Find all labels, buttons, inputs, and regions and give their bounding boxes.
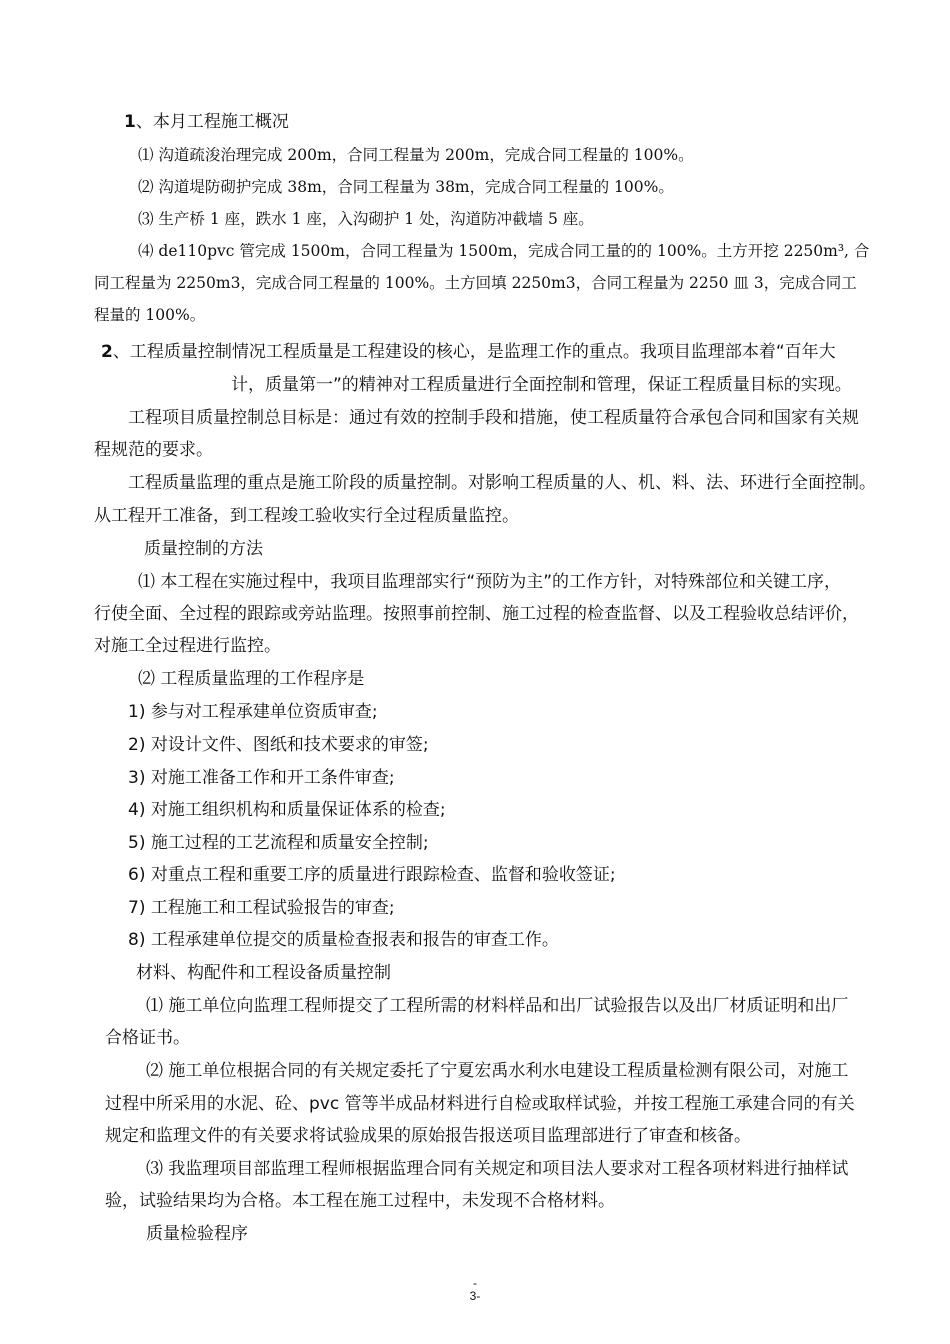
section-2-heading: 2、工程质量控制情况工程质量是工程建设的核心，是监理工作的重点。我项目监理部本着“百年大 <box>101 342 836 362</box>
methods-title: 质量控制的方法 <box>144 539 263 559</box>
step-3: 3) 对施工准备工作和开工条件审查; <box>128 768 395 788</box>
step-8: 8) 工程承建单位提交的质量检查报表和报告的审查工作。 <box>128 930 559 950</box>
material-1-line-1: ⑴ 施工单位向监理工程师提交了工程所需的材料样品和出厂试验报告以及出厂材质证明和出厂 <box>146 996 849 1016</box>
page-number-dash: - <box>473 1276 477 1290</box>
material-2-line-1: ⑵ 施工单位根据合同的有关规定委托了宁夏宏禹水利水电建设工程质量检测有限公司，对施工 <box>146 1061 849 1081</box>
sec1-item-4: ⑷ de110pvc 管完成 1500m，合同工程量为 1500m，完成合同工量的的 100%。土方开挖 2250m³, 合 <box>138 242 870 260</box>
step-2: 2) 对设计文件、图纸和技术要求的审签; <box>128 735 429 755</box>
step-1: 1) 参与对工程承建单位资质审查; <box>128 702 378 722</box>
material-2-line-2: 过程中所采用的水泥、砼、pvc 管等半成品材料进行自检或取样试验，并按工程施工承建合同的有关 <box>105 1094 855 1114</box>
method-2: ⑵ 工程质量监理的工作程序是 <box>138 669 365 689</box>
step-7: 7) 工程施工和工程试验报告的审查; <box>128 898 395 918</box>
method-1-line-2: 行使全面、全过程的跟踪或旁站监理。按照事前控制、施工过程的检查监督、以及工程验收总结评价， <box>94 604 859 624</box>
sec1-item-1: ⑴ 沟道疏浚治理完成 200m，合同工程量为 200m，完成合同工程量的 100%。 <box>138 146 694 164</box>
step-5: 5) 施工过程的工艺流程和质量安全控制; <box>128 833 429 853</box>
section-1-heading: 1、本月工程施工概况 <box>124 112 289 132</box>
sec1-item-4-end: 程量的 100%。 <box>94 306 206 324</box>
sec1-item-4-cont: 同工程量为 2250m3，完成合同工程量的 100%。土方回填 2250m3，合同工程量为 2250 皿 3，完成合同工 <box>94 274 857 292</box>
sec1-item-3: ⑶ 生产桥 1 座，跌水 1 座，入沟砌护 1 处，沟道防冲截墙 5 座。 <box>138 210 594 228</box>
material-1-line-2: 合格证书。 <box>105 1028 190 1048</box>
focus-line-1: 工程质量监理的重点是施工阶段的质量控制。对影响工程质量的人、机、料、法、环进行全面控制。 <box>128 473 876 493</box>
goal-line-2: 程规范的要求。 <box>94 440 213 460</box>
step-6: 6) 对重点工程和重要工序的质量进行跟踪检查、监督和验收签证; <box>128 865 616 885</box>
materials-title: 材料、构配件和工程设备质量控制 <box>136 963 391 983</box>
focus-line-2: 从工程开工准备，到工程竣工验收实行全过程质量监控。 <box>94 506 519 526</box>
section-2-heading-cont: 计，质量第一”的精神对工程质量进行全面控制和管理，保证工程质量目标的实现。 <box>231 375 852 395</box>
material-3-line-1: ⑶ 我监理项目部监理工程师根据监理合同有关规定和项目法人要求对工程各项材料进行抽样试 <box>146 1159 849 1179</box>
sec1-item-2: ⑵ 沟道堤防砌护完成 38m，合同工程量为 38m，完成合同工程量的 100%。 <box>138 178 674 196</box>
material-2-line-3: 规定和监理文件的有关要求将试验成果的原始报告报送项目监理部进行了审查和核备。 <box>105 1126 751 1146</box>
goal-line-1: 工程项目质量控制总目标是：通过有效的控制手段和措施，使工程质量符合承包合同和国家有关规 <box>128 408 859 428</box>
step-4: 4) 对施工组织机构和质量保证体系的检查; <box>128 800 446 820</box>
inspection-title: 质量检验程序 <box>146 1224 248 1244</box>
page-number: 3- <box>469 1289 481 1303</box>
material-3-line-2: 验，试验结果均为合格。本工程在施工过程中，未发现不合格材料。 <box>105 1191 615 1211</box>
method-1-line-1: ⑴ 本工程在实施过程中，我项目监理部实行“预防为主”的工作方针，对特殊部位和关键工序， <box>138 572 842 592</box>
method-1-line-3: 对施工全过程进行监控。 <box>94 636 281 656</box>
